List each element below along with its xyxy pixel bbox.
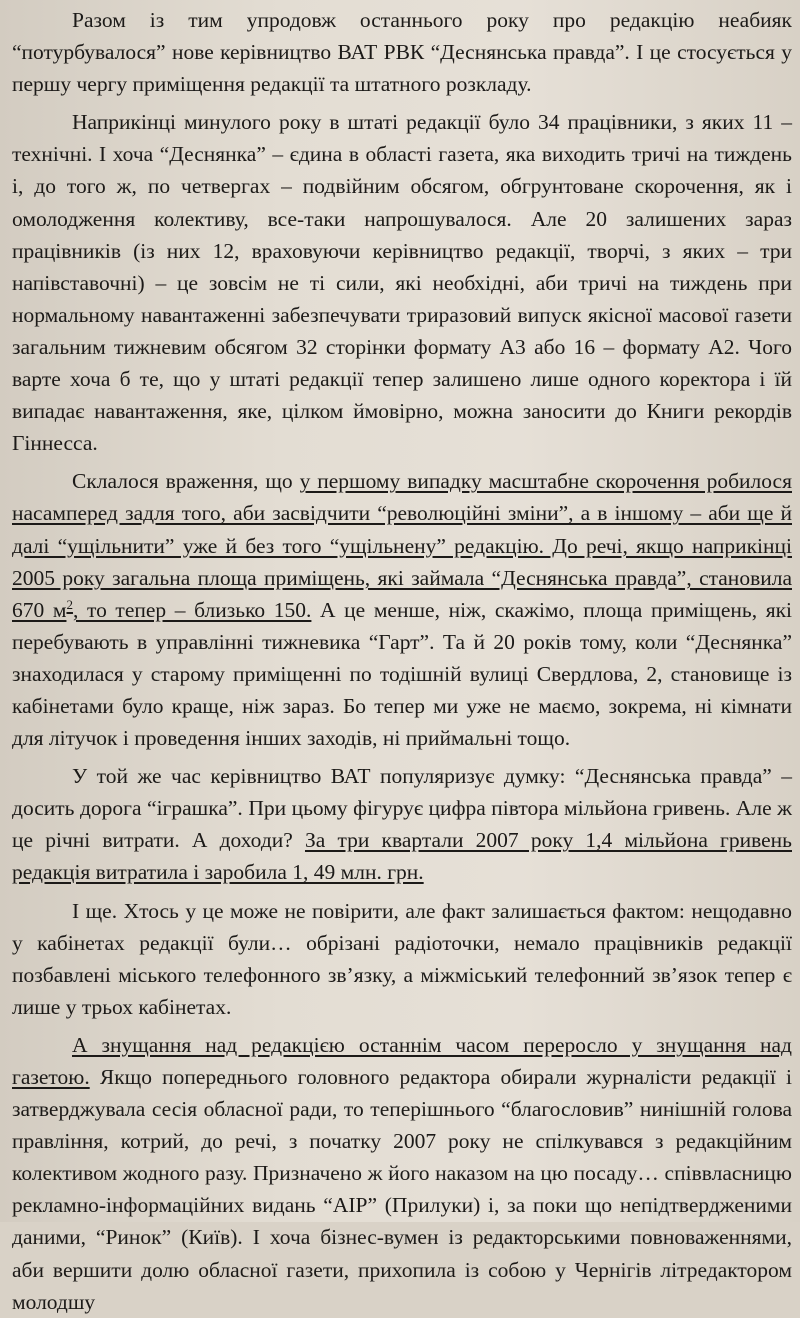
paragraph-3 <box>12 465 792 754</box>
paragraph-6-underlined: А знущання над редакцією останнім часом переросло у знущання над газетою. <box>12 1032 792 1089</box>
paragraph-5 <box>12 895 792 1023</box>
paragraph-6-text: Якщо попереднього головного редактора обирали журналісти редакції і затверджувала сесія обласної ради, то теперішнього “благословив” нинішній голова правління, котрий, до речі, з початку 2007 року не спілкувався з редакційним колективом жодного разу. Призначено ж його наказом на цю посаду… співвласницю рекламно-інформаційних видань “АІР” (Прилуки) і, за поки що непідтвердженими даними, “Ринок” (Київ). І хоча бізнес-вумен із редакторськими повноваженнями, аби вершити долю обласної газети, прихопила із собою у Чернігів літредактором молодшу <box>12 1065 792 1314</box>
paragraph-3-underlined-b: , то тепер – близько 150. <box>72 597 312 622</box>
paragraph-1 <box>12 4 792 100</box>
paragraph-6 <box>12 1029 792 1318</box>
paragraph-4-underlined: За три квартали 2007 року 1,4 мільйона гривень редакція витратила і заробила 1, 49 млн. грн. <box>12 828 792 885</box>
square-meter-superscript: 2 <box>66 596 73 612</box>
paragraph-3-text-b: А це менше, ніж, скажімо, площа приміщень, які перебувають в управлінні тижневика “Гарт”. Та й 20 років тому, коли “Деснянка” знаходилася у старому приміщенні по тодішній вулиці Свердлова, 2, становище із кабінетами було краще, ніж зараз. Бо тепер ми уже не маємо, зокрема, ні кімнати для літучок і проведення інших заходів, ні приймальні тощо. <box>12 597 792 751</box>
paragraph-4 <box>12 760 792 888</box>
paragraph-2 <box>12 106 792 459</box>
paragraph-2-text: Наприкінці минулого року в штаті редакції було 34 працівники, з яких 11 – технічні. І хоча “Деснянка” – єдина в області газета, яка виходить тричі на тиждень і, до того ж, по четвергах – подвійним обсягом, обгрунтоване скорочення, як і омолодження колективу, все-таки напрошувалося. Але 20 залишених зараз працівників (із них 12, враховуючи керівництво редакції, творчі, з яких – три напівставочні) – це зовсім не ті сили, які необхідні, аби тричі на тиждень при нормальному навантаженні забезпечувати триразовий випуск якісної масової газети загальним тижневим обсягом 32 сторінки формату А3 або 16 – формату А2. Чого варте хоча б те, що у штаті редакції тепер залишено лише одного коректора і їй випадає навантаження, яке, цілком ймовірно, можна заносити до Книги рекордів Гіннесса. <box>12 110 792 456</box>
paragraph-5-text: І ще. Хтось у це може не повірити, але факт залишається фактом: нещодавно у кабінетах редакції були… обрізані радіоточки, немало працівників редакції позбавлені міського телефонного зв’язку, а міжміський телефонний зв’язок тепер є лише у трьох кабінетах. <box>12 898 792 1019</box>
paragraph-3-underlined-a: у першому випадку масштабне скорочення робилося насамперед задля того, аби засвідчити “революційні зміни”, а в іншому – аби ще й далі “ущільнити” уже й без того “ущільнену” редакцію. До речі, якщо наприкінці 2005 року загальна площа приміщень, які займала “Деснянська правда”, становила 670 м <box>12 469 792 622</box>
paragraph-3-text-a: Склалося враження, що <box>72 469 300 494</box>
paragraph-1-text: Разом із тим упродовж останнього року про редакцію неабияк “потурбувалося” нове керівництво ВАТ РВК “Деснянська правда”. І це стосується у першу чергу приміщення редакції та штатного розкладу. <box>12 8 792 97</box>
paragraph-4-text: У той же час керівництво ВАТ популяризує думку: “Деснянська правда” – досить дорога “іграшка”. При цьому фігурує цифра півтора мільйона гривень. Але ж це річні витрати. А доходи? <box>12 764 792 853</box>
